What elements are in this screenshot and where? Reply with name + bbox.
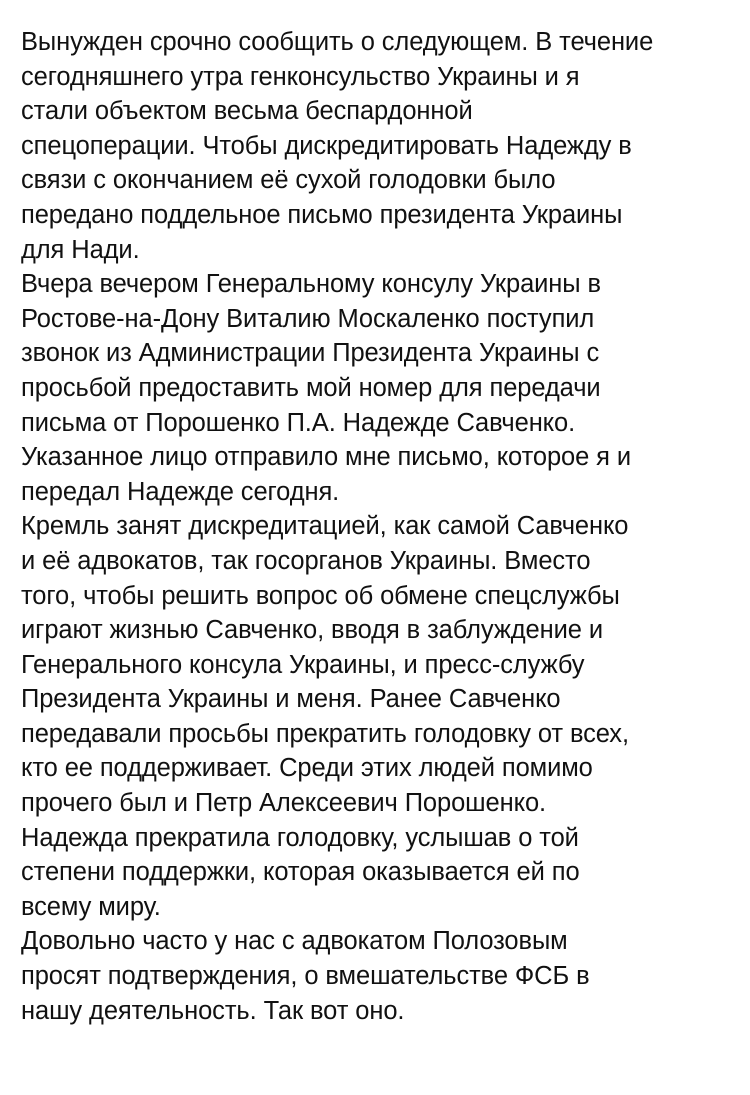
text-line: Кремль занят дискредитацией, как самой Савченко — [21, 512, 629, 541]
text-line: Вынужден срочно сообщить о следующем. В течение — [21, 28, 654, 56]
text-line: просьбой предоставить мой номер для передачи — [21, 373, 601, 402]
text-line: нашу деятельность. Так вот оно. — [21, 996, 405, 1025]
text-line: связи с окончанием её сухой голодовки было — [21, 166, 556, 195]
text-line: Президента Украины и меня. Ранее Савченко — [21, 685, 561, 714]
statement-text — [21, 25, 730, 1028]
text-line: звонок из Администрации Президента Украины с — [21, 339, 600, 368]
text-line: Генерального консула Украины, и пресс-службу — [21, 650, 585, 679]
text-line: Довольно часто у нас с адвокатом Полозовым — [21, 927, 568, 956]
text-line: передано поддельное письмо президента Украины — [21, 200, 623, 229]
text-line: играют жизнью Савченко, вводя в заблуждение и — [21, 616, 603, 645]
text-line: передал Надежде сегодня. — [21, 477, 340, 506]
text-line: Вчера вечером Генеральному консулу Украины в — [21, 270, 601, 299]
text-line: и её адвокатов, так госорганов Украины. Вместо — [21, 546, 591, 575]
text-line: передавали просьбы прекратить голодовку от всех, — [21, 719, 629, 748]
text-line: Надежда прекратила голодовку, услышав о той — [21, 823, 579, 852]
text-line: того, чтобы решить вопрос об обмене спецслужбы — [21, 581, 620, 610]
text-line: Ростове-на-Дону Виталию Москаленко поступил — [21, 304, 595, 333]
text-line: письма от Порошенко П.А. Надежде Савченко. — [21, 408, 576, 437]
text-line: степени поддержки, которая оказывается ей по — [21, 858, 580, 887]
text-line: спецоперации. Чтобы дискредитировать Надежду в — [21, 131, 632, 160]
text-line: прочего был и Петр Алексеевич Порошенко. — [21, 789, 547, 818]
text-line: сегодняшнего утра генконсульство Украины и я — [21, 62, 580, 91]
text-line: просят подтверждения, о вмешательстве ФСБ в — [21, 962, 590, 991]
text-line: стали объектом весьма беспардонной — [21, 97, 473, 126]
text-line: для Нади. — [21, 235, 140, 264]
text-line: всему миру. — [21, 892, 161, 921]
text-line: кто ее поддерживает. Среди этих людей помимо — [21, 754, 593, 783]
text-line: Указанное лицо отправило мне письмо, которое я и — [21, 443, 632, 472]
